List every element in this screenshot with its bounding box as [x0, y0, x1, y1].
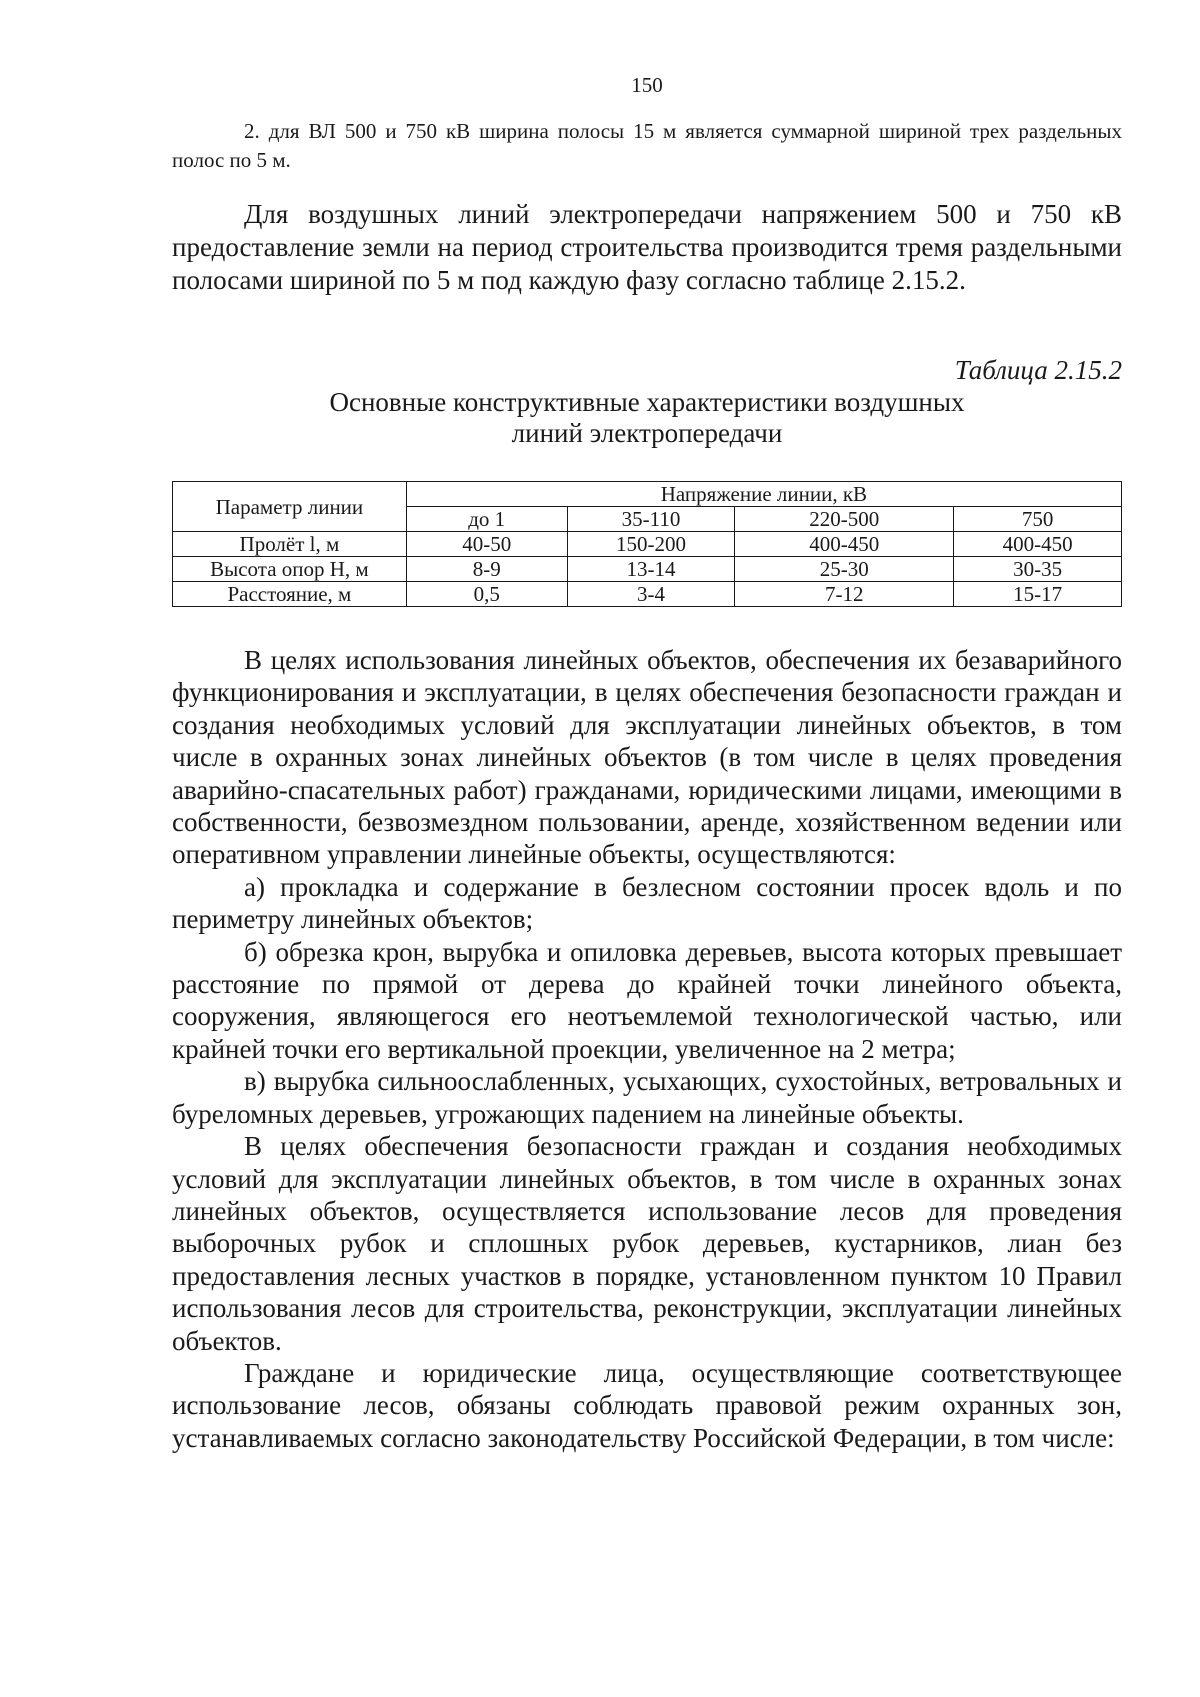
table-caption-line-1: Основные конструктивные характеристики воздушных [329, 387, 965, 417]
row-label: Расстояние, м [173, 582, 407, 607]
list-item-c: в) вырубка сильноослабленных, усыхающих, сухостойных, ветровальных и буреломных деревьев, угрожающих падением на линейные объекты. [172, 1066, 1122, 1129]
table-cell: 8-9 [406, 557, 567, 582]
table-row [173, 532, 1122, 557]
table-cell: 25-30 [735, 557, 954, 582]
table-cell: 0,5 [406, 582, 567, 607]
table-cell: 150-200 [567, 532, 735, 557]
intro-paragraph [172, 198, 1122, 297]
voltage-column-header: 750 [954, 507, 1122, 532]
footnote: 2. для ВЛ 500 и 750 кВ ширина полосы 15 м является суммарной шириной трех раздельных полос по 5 м. [172, 119, 1122, 172]
table-cell: 13-14 [567, 557, 735, 582]
table-header-row [173, 482, 1122, 507]
table-row [173, 557, 1122, 582]
voltage-header-cell: Напряжение линии, кВ [406, 482, 1121, 507]
paragraph-safety: В целях обеспечения безопасности граждан и создания необходимых условий для эксплуатации линейных объектов, в том числе в охранных зонах линейных объектов, осуществляется использование лесов для проведения выборочных рубок и сплошных рубок деревьев, кустарников, лиан без предоставления лесных участков в порядке, установленном пунктом 10 Правил использования лесов для строительства, реконструкции, эксплуатации линейных объектов. [172, 1131, 1122, 1356]
table-cell: 40-50 [406, 532, 567, 557]
table-label: Таблица 2.15.2 [954, 355, 1122, 385]
param-header-cell: Параметр линии [173, 482, 407, 532]
voltage-column-header: до 1 [406, 507, 567, 532]
paragraph-purposes: В целях использования линейных объектов, обеспечения их безаварийного функционирования и эксплуатации, в целях обеспечения безопасности граждан и создания необходимых условий для эксплуатации линейных объектов, в том числе в охранных зонах линейных объектов (в том числе в целях проведения аварийно-спасательных работ) гражданами, юридическими лицами, имеющими в собственности, безвозмездном пользовании, аренде, хозяйственном ведении или оперативном управлении линейные объекты, осуществляются: [172, 645, 1122, 870]
characteristics-table [172, 481, 1122, 607]
table-row [173, 582, 1122, 607]
list-item-a: а) прокладка и содержание в безлесном состоянии просек вдоль и по периметру линейных объектов; [172, 871, 1122, 935]
table-cell: 400-450 [735, 532, 954, 557]
paragraph-obligations: Граждане и юридические лица, осуществляющие соответствующее использование лесов, обязаны соблюдать правовой режим охранных зон, устанавливаемых согласно законодательству Российской Федерации, в том числе: [172, 1357, 1122, 1453]
row-label: Пролёт l, м [173, 532, 407, 557]
voltage-column-header: 220-500 [735, 507, 954, 532]
table-reference: 2.15.2. [891, 265, 966, 295]
voltage-column-header: 35-110 [567, 507, 735, 532]
list-item-b: б) обрезка крон, вырубка и опиловка деревьев, высота которых превышает расстояние по прямой от дерева до крайней точки линейного объекта, сооружения, являющегося его неотъемлемой технологической частью, или крайней точки его вертикальной проекции, увеличенное на 2 метра; [172, 936, 1122, 1064]
intro-paragraph-text: Для воздушных линий электропередачи напряжением 500 и 750 кВ предоставление земли на период строительства производится тремя раздельными полосами шириной по 5 м под каждую фазу согласно таблице [172, 199, 1122, 295]
table-cell: 15-17 [954, 582, 1122, 607]
body-text [172, 644, 1122, 1454]
row-label: Высота опор H, м [173, 557, 407, 582]
table-caption-line-2: линий электропередачи [511, 418, 783, 448]
table-cell: 7-12 [735, 582, 954, 607]
table-cell: 3-4 [567, 582, 735, 607]
table-cell: 30-35 [954, 557, 1122, 582]
page-number: 150 [631, 73, 663, 97]
table-caption [172, 387, 1122, 449]
table-cell: 400-450 [954, 532, 1122, 557]
